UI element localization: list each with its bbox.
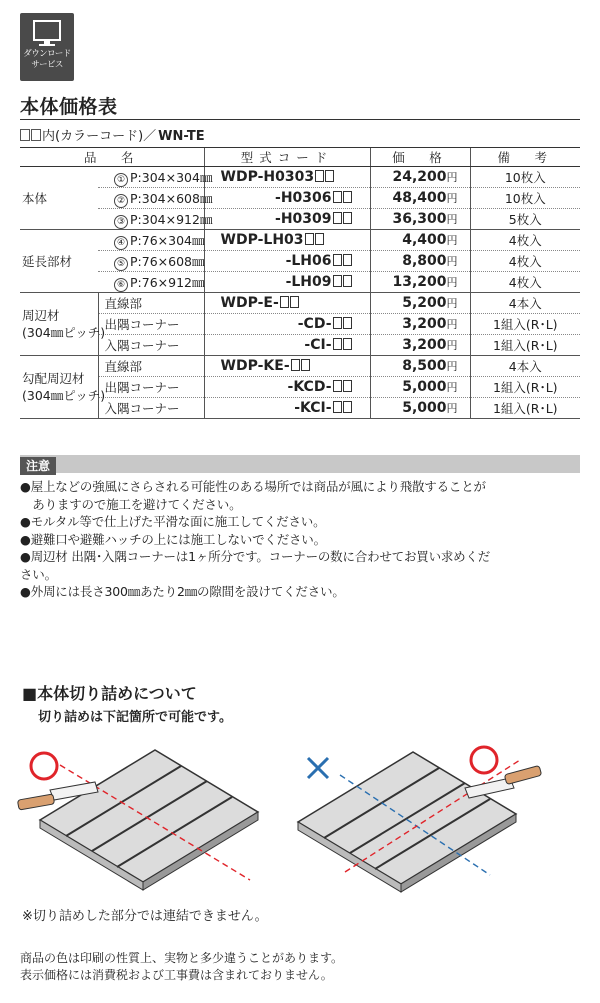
model-code: WDP-E- [204, 293, 370, 314]
notes-header: 注意 [20, 455, 580, 473]
group-label: 勾配周辺材 (304㎜ピッチ) [20, 356, 98, 419]
item-spec: 入隅コーナー [98, 335, 204, 356]
ng-mark [308, 758, 328, 778]
notes-list [20, 478, 580, 601]
table-row [20, 251, 580, 272]
table-row [20, 209, 580, 230]
ok-mark-left [31, 753, 57, 779]
item-spec: ⑥ P:76×912㎜ [98, 272, 204, 293]
deck-tile-left [40, 750, 258, 890]
remark: 1組入(R･L) [470, 314, 580, 335]
price-value: 36,300円 [370, 209, 470, 230]
model-code: -KCD- [204, 377, 370, 398]
model-code: WDP-LH03 [204, 230, 370, 251]
price-value: 5,000円 [370, 377, 470, 398]
download-service-badge[interactable] [20, 13, 74, 81]
remark: 4本入 [470, 293, 580, 314]
group-label: 周辺材 (304㎜ピッチ) [20, 293, 98, 356]
item-spec: 入隅コーナー [98, 398, 204, 419]
monitor-icon [32, 19, 62, 49]
remark: 1組入(R･L) [470, 377, 580, 398]
group-label: 本体 [20, 167, 98, 230]
item-spec: ③ P:304×912㎜ [98, 209, 204, 230]
header-price: 価 格 [370, 148, 470, 167]
note-line: ●避難口や避難ハッチの上には施工しないでください。 [20, 531, 326, 547]
table-row [20, 314, 580, 335]
price-value: 5,200円 [370, 293, 470, 314]
price-value: 48,400円 [370, 188, 470, 209]
header-remark: 備 考 [470, 148, 580, 167]
item-spec: 直線部 [98, 356, 204, 377]
table-header-row [20, 148, 580, 167]
remark: 5枚入 [470, 209, 580, 230]
remark: 10枚入 [470, 188, 580, 209]
table-row [20, 272, 580, 293]
color-code-subtitle: 内(カラーコード)／ WN-TE [20, 125, 205, 144]
item-spec: 出隅コーナー [98, 377, 204, 398]
ok-mark-right [471, 747, 497, 773]
title-divider [20, 119, 580, 120]
cutting-section-subtitle: 切り詰めは下記箇所で可能です。 [38, 710, 232, 725]
price-value: 4,400円 [370, 230, 470, 251]
model-code: -CD- [204, 314, 370, 335]
header-name: 品 名 [20, 148, 204, 167]
table-row [20, 398, 580, 419]
note-line: ●屋上などの強風にさらされる可能性のある場所では商品が風により飛散することが [20, 479, 486, 494]
model-code: -KCI- [204, 398, 370, 419]
note-line: ありますので施工を避けてください。 [20, 496, 242, 512]
item-spec: ④ P:76×304㎜ [98, 230, 204, 251]
cutting-footnote: ※切り詰めした部分では連結できません。 [22, 909, 268, 924]
remark: 4枚入 [470, 251, 580, 272]
footer-line: 商品の色は印刷の性質上、実物と多少違うことがあります。 [20, 951, 344, 965]
price-value: 8,500円 [370, 356, 470, 377]
item-spec: 直線部 [98, 293, 204, 314]
remark: 10枚入 [470, 167, 580, 188]
price-value: 5,000円 [370, 398, 470, 419]
model-code: -LH09 [204, 272, 370, 293]
footer-line: 表示価格には消費税および工事費は含まれておりません。 [20, 968, 333, 982]
price-value: 8,800円 [370, 251, 470, 272]
badge-line2: サービス [31, 60, 63, 70]
remark: 4枚入 [470, 230, 580, 251]
item-spec: ① P:304×304㎜ [98, 167, 204, 188]
note-line: さい。 [20, 566, 57, 582]
page-title: 本体価格表 [20, 96, 118, 118]
price-table [20, 147, 580, 419]
model-code: -CI- [204, 335, 370, 356]
model-code: -H0309 [204, 209, 370, 230]
item-spec: ⑤ P:76×608㎜ [98, 251, 204, 272]
item-spec: 出隅コーナー [98, 314, 204, 335]
table-row [20, 230, 580, 251]
note-line: ●モルタル等で仕上げた平滑な面に施工してください。 [20, 514, 326, 529]
table-row [20, 335, 580, 356]
group-label: 延長部材 [20, 230, 98, 293]
note-line: ●外周には長さ300㎜あたり2㎜の隙間を設けてください。 [20, 584, 345, 599]
table-row [20, 377, 580, 398]
badge-line1: ダウンロード [23, 49, 71, 59]
price-value: 24,200円 [370, 167, 470, 188]
header-code: 型式コード [204, 148, 370, 167]
cutting-diagram [0, 730, 600, 900]
model-code: -H0306 [204, 188, 370, 209]
remark: 1組入(R･L) [470, 398, 580, 419]
cutting-section-title: ■本体切り詰めについて [22, 684, 197, 703]
remark: 4枚入 [470, 272, 580, 293]
model-code: -LH06 [204, 251, 370, 272]
price-value: 13,200円 [370, 272, 470, 293]
remark: 1組入(R･L) [470, 335, 580, 356]
remark: 4本入 [470, 356, 580, 377]
table-row [20, 356, 580, 377]
table-row [20, 167, 580, 188]
price-value: 3,200円 [370, 314, 470, 335]
price-value: 3,200円 [370, 335, 470, 356]
note-line: ●周辺材 出隅･入隅コーナーは1ヶ所分です。コーナーの数に合わせてお買い求めくだ [20, 549, 491, 564]
model-code: WDP-KE- [204, 356, 370, 377]
table-row [20, 293, 580, 314]
model-code: WDP-H0303 [204, 167, 370, 188]
table-row [20, 188, 580, 209]
footer-notes [20, 950, 343, 984]
item-spec: ② P:304×608㎜ [98, 188, 204, 209]
